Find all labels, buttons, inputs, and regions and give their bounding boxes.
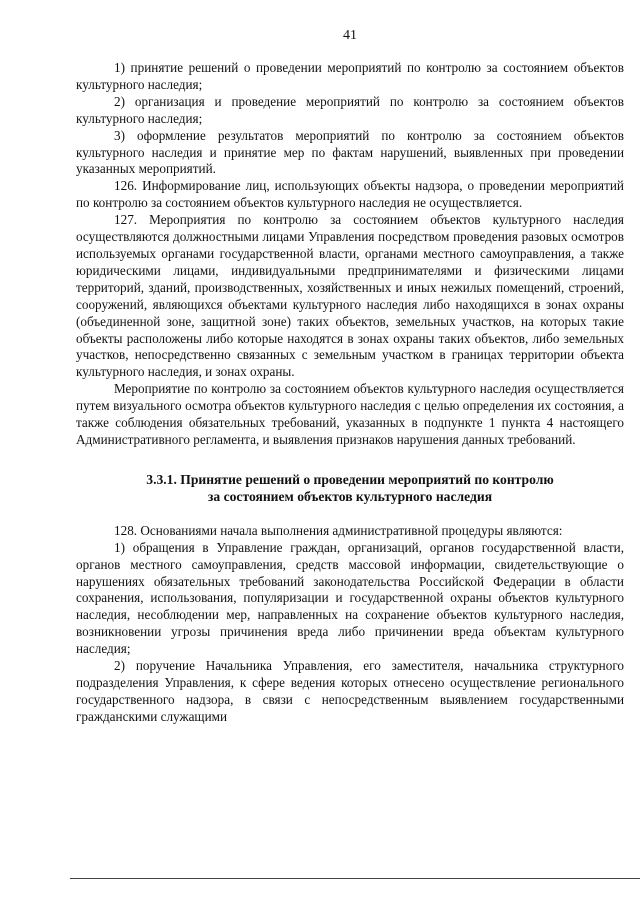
paragraph-128-item-1: 1) обращения в Управление граждан, организаций, органов государственной власти, органов местного самоуправления, средств массовой информации, свидетельствующие о нарушениях обязательных требований законодательства Российской Федерации в области сохранения, использования, популяризации и государственной охраны объектов культурного наследия, несоблюдении мер, направленных на сохранение объектов культурного наследия, возникновении угрозы причинения вреда либо причинении вреда объектам культурного наследия; <box>76 539 624 657</box>
paragraph-125-item-1: 1) принятие решений о проведении мероприятий по контролю за состоянием объектов культурного наследия; <box>76 60 624 92</box>
paragraph-125-item-2: 2) организация и проведение мероприятий по контролю за состоянием объектов культурного наследия; <box>76 93 624 126</box>
paragraph-127-continued: Мероприятие по контролю за состоянием объектов культурного наследия осуществляется путем визуального осмотра объектов культурного наследия с целью определения их состояния, а также соблюдения обязательных требований, указанных в подпункте 1 пункта 4 настоящего Административного регламента, и выявления признаков нарушения данных требований. <box>76 381 624 447</box>
paragraph-128-item-2: 2) поручение Начальника Управления, его заместителя, начальника структурного подразделения Управления, к сфере ведения которых отнесено осуществление регионального государственного надзора, в связи с непосредственным выявлением государственными гражданскими служащими <box>76 658 624 724</box>
page-number: 41 <box>343 28 357 43</box>
page-bottom-rule <box>70 878 640 879</box>
paragraph-127: 127. Мероприятия по контролю за состоянием объектов культурного наследия осуществляются должностными лицами Управления посредством проведения разовых осмотров используемых органами государственной власти, органами местного самоуправления, а также юридическими лицами, индивидуальными предпринимателями и физическими лицами территорий, зданий, производственных, хозяйственных и иных нежилых помещений, строений, сооружений, являющихся объектами культурного наследия либо находящихся в зонах охраны (объединенной зоне, защитной зоне) таких объектов, земельных участков, на которых такие объекты расположены либо которые находятся в зонах охраны таких объектов, либо земельных участков, непосредственно связанных с земельным участком в границах территории объекта культурного наследия, и зонах охраны. <box>76 212 624 380</box>
paragraph-126: 126. Информирование лиц, использующих объекты надзора, о проведении мероприятий по контролю за состоянием объектов культурного наследия не осуществляется. <box>76 178 624 211</box>
section-heading <box>76 471 624 505</box>
section-heading-line-2: за состоянием объектов культурного наследия <box>207 488 493 504</box>
paragraph-128: 128. Основаниями начала выполнения административной процедуры являются: <box>114 522 563 538</box>
section-heading-line-1: 3.3.1. Принятие решений о проведении мероприятий по контролю <box>146 471 554 487</box>
paragraph-125-item-3: 3) оформление результатов мероприятий по контролю за состоянием объектов культурного наследия и принятие мер по фактам нарушений, выявленных при проведении указанных мероприятий. <box>76 127 624 177</box>
